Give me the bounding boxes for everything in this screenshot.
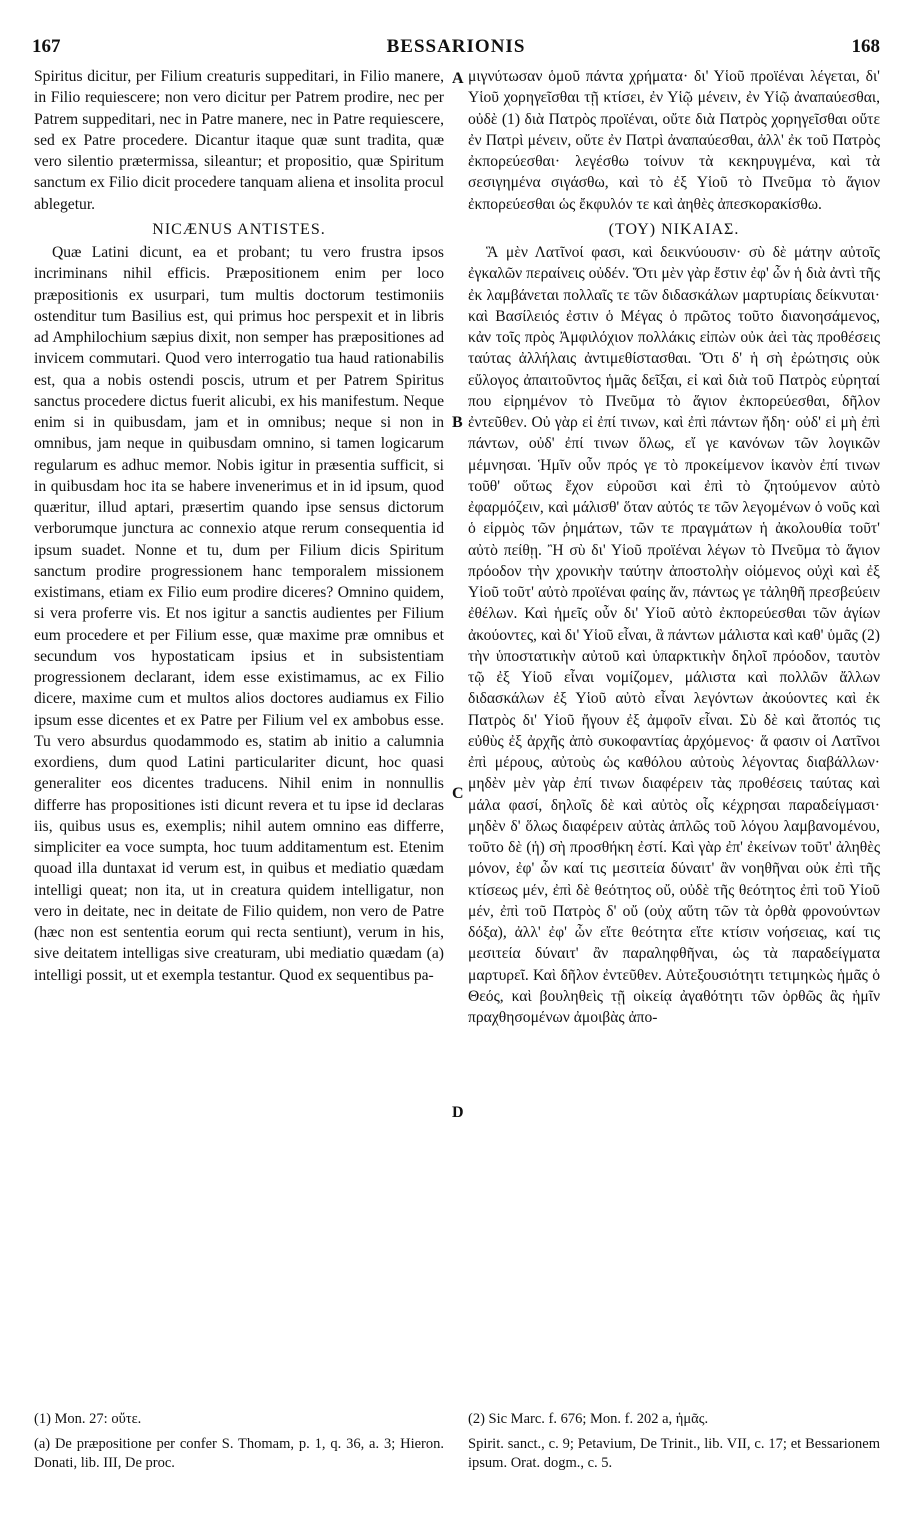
latin-paragraph-1: Spiritus dicitur, per Filium creaturis suppeditari, in Filio manere, in Filio requiescere; non vero dicitur per Patrem prodire, nec per Patrem suppeditari, nec in Patre manere, nec in Patre requiescere, sed ex Patre procedere. Dicantur itaque quæ sunt tradita, quæ vero silentio prætermissa, sileantur; et propositio, quæ Spiritum sanctum ex Filio dicit procedere tanquam aliena et insolita procul ablegetur. (34, 68, 444, 213)
left-page-number: 167 (32, 36, 61, 57)
latin-paragraph-2: Quæ Latini dicunt, ea et probant; tu vero frustra ipsos incriminans nihil efficis. Præpositionem enim per loco præpositionis ex usurpari, tum multis doctorum testimoniis ostenditur tum Basilius est, qui primus hoc perspexit et in libris ad Amphilochium sæpius dixit, non semper has præpositiones ad invicem commutari. Quod vero interrogatio tua haud rationabilis est, qua a nobis ostendi poscis, utrum et per Patrem Spiritus sanctus procedere dictus fuerit alicubi, ex his manifestum. Neque enim si in quibusdam, jam et in omnibus; neque si non in omnibus, jam neque in quibusdam omnino, si tamen logicarum regularum es adhuc memor. Nobis igitur in præsentia sufficit, si in quibusdam hoc ita se habere invenerimus et in id ipsum, quod quæritur, illud aptari, præsertim quando ipse sensus dictorum verborumque junctura ac connexio atque rerum consequentia id ipsum suadet. Nonne et tu, dum per Filium dicis Spiritum sanctum prodire progressionem hanc temporalem missionem existimans, etiam ex Filio eum prodire diceres? Omnino quidem, si vera proferre vis. Et nos igitur a sanctis audientes per Filium eum procedere et per Filium esse, quæ maxime præ omnibus et secundum vos hypostaticam ipsius et in subsistentiam progressionem declarant, idem esse existimamus, ac ex Filio dicere, maxime cum et multos alios doctores audiamus ex Filio ipsum esse dicentes et ex Patre per Filium vel ex ambobus esse. Tu vero absurdus quodammodo es, statim ab initio a calumnia exordiens, dum quod Latini particulariter dicunt, hoc quasi generaliter eos dicentes traducens. Nihil enim in nonnullis differre has propositiones isti dicunt revera et tu ipse id declaras iis, quibus usus es, exemplis; nihil autem omnino eas differre, simpliciter ea voce sumpta, hoc tuum additamentum est. Etenim quoad illa duntaxat id verum est, in quibus et mediatio quædam intelligi queat; non ita, ut in creatura quidem intelligatur, non vero in deitate, nec in deitate de Filio quidem, non vero de Patre (hæc non est sententia eorum qui recta sentiunt), verum in his, sive deitatem intelligas sive creaturam, ubi mediatio quædam (a) intelligi possit, ut et exempla testantur. Quod ex sequentibus pa- (34, 244, 444, 984)
latin-section-heading: NICÆNUS ANTISTES. (152, 220, 326, 238)
footnote-a: (a) De præpositione per confer S. Thomam, p. 1, q. 36, a. 3; Hieron. Donati, lib. III, De proc. (34, 1436, 444, 1471)
running-title: BESSARIONIS (386, 36, 526, 57)
latin-column (34, 66, 444, 986)
greek-section-heading: (ΤΟΥ) ΝΙΚΑΙΑΣ. (608, 220, 740, 238)
margin-letter-d: D (452, 1104, 464, 1121)
margin-letter-a: A (452, 70, 464, 87)
greek-paragraph-2: Ἃ μὲν Λατῖνοί φασι, καὶ δεικνύουσιν· σὺ δὲ μάτην αὐτοῖς ἐγκαλῶν περαίνεις οὐδέν. Ὅτι μὲν γὰρ ἔστιν ἐφ' ὧν ἡ διὰ ἀντὶ τῆς ἐκ λαμβάνεται πολλαῖς τε τῶν διδασκάλων μαρτυρίαις δείκνυται· καὶ Βασίλειός ἐστιν ὁ Μέγας ὁ πρῶτος τοῦτο διανοησάμενος, κἀν τοῖς πρὸς Ἀμφιλόχιον πολλάκις εἰπὼν οὐκ ἀεὶ τὰς προθέσεις ταύτας ἀλλήλαις ἀντιμεθίστασθαι. Ὅτι δ' ἡ σὴ ἐρώτησις οὐκ εὔλογος ἀπαιτοῦντος ἡμᾶς δεῖξαι, εἰ καὶ διὰ τοῦ Πατρὸς εὑρηταί που εἰρημένον τὸ Πνεῦμα τὸ ἅγιον ἐκπορεύεσθαι, δῆλον ἐντεῦθεν. Οὐ γὰρ εἰ ἐπί τινων, καὶ ἐπὶ πάντων ἤδη· οὐδ' εἰ μὴ ἐπὶ πάντων, οὐδ' ἐπί τινων ὅλως, εἴ γε κανόνων τῶν λογικῶν μέμνησαι. Ἡμῖν οὖν πρός γε τὸ προκείμενον ἱκανὸν ἐπί τινων τοῦθ' οὕτως ἔχον εὑροῦσι καὶ ἐπὶ τὸ ζητούμενον αὐτὸ ἐφαρμόζειν, καὶ μάλισθ' ὅταν αὐτός τε τῶν λεγομένων ὁ νοῦς καὶ ὁ εἱρμὸς τῶν ῥημάτων, τῶν τε πραγμάτων ἡ ἀκολουθία τοῦτ' αὐτὸ πείθῃ. Ἢ σὺ δι' Υἱοῦ προϊέναι λέγων τὸ Πνεῦμα τὸ ἅγιον πρόοδον τὴν χρονικὴν ταύτην ἀποστολὴν οἰόμενος οὐχὶ καὶ ἐξ Υἱοῦ τοῦτ' αὐτὸ προϊέναι φαίης ἄν, πάντως γε τἀληθῆ πρεσβεύειν ἐθέλων. Καὶ ἡμεῖς οὖν δι' Υἱοῦ αὐτὸ ἐκπορεύεσθαι τῶν ἁγίων ἀκούοντες, καὶ δι' Υἱοῦ εἶναι, ἃ πάντων μάλιστα καὶ καθ' ὑμᾶς (2) τὴν ὑποστατικὴν αὐτοῦ καὶ ὑπαρκτικὴν δηλοῖ πρόοδον, ταυτὸν τῷ ἐξ Υἱοῦ εἶναι νομίζομεν, μάλιστα καὶ πολλῶν ἄλλων διδασκάλων ἐξ Υἱοῦ αὐτὸ εἶναι λεγόντων ἀκούοντες καὶ ἐκ Πατρὸς δι' Υἱοῦ ἤγουν ἐξ ἀμφοῖν εἶναι. Σὺ δὲ καὶ ἄτοπός τις εὐθὺς ἐξ ἀρχῆς ἀπὸ συκοφαντίας ἀρχόμενος· ἅ φασιν οἱ Λατῖνοι ἐπὶ μέρους, αὐτοὺς ὡς καθόλου αὐτοὺς λέγοντας διαβάλλων· μηδὲν μὲν γὰρ ἐπί τινων διαφέρειν τὰς προθέσεις ταύτας καὶ μάλα φασί, δηλοῖς δὲ καὶ αὐτὸς οἷς κέχρησαι παραδείγμασι· μηδὲν δ' ὅλως διαφέρειν αὐτὰς ἁπλῶς τοῦ λόγου λαμβανομένου, τοῦτο δὲ (ἡ) σὴ προσθήκη ἐστί. Καὶ γὰρ ἐπ' ἐκείνων τοῦτ' ἀληθὲς μόνον, ἐφ' ὧν καί τις μεσιτεία δύναιτ' ἂν νοηθῆναι οὐκ ἐπὶ τῆς κτίσεως μέν, ἐπὶ δὲ θεότητος οὔ, οὐδὲ τῆς θεότητος ἐπὶ τοῦ Υἱοῦ μέν, ἐπὶ τοῦ Πατρὸς δ' οὔ (οὐχ αὕτη τῶν τὰ ὀρθὰ φρονούντων δόξα), ἀλλ' ἐφ' ὧν εἴτε θεότητα εἴτε κτίσιν νοήσειας, καί τις μεσιτεία δύναιτ' ἂν παραληφθῆναι, ὡς τὰ παραδείγματα μαρτυρεῖ. Καὶ δῆλον ἐντεῦθεν. Αὐτεξουσιότητι τετιμηκὼς ἡμᾶς ὁ Θεός, καὶ βουληθεὶς τῇ οἰκείᾳ ἀγαθότητι τῶν ὀρθῶς ἃς ἡμῖν πραχθησομένων ἀμοιβὰς ἀπο- (468, 244, 880, 1026)
greek-footnotes (468, 1410, 880, 1479)
margin-letter-c: C (452, 785, 464, 802)
right-page-number: 168 (851, 36, 880, 57)
footnote-2: (2) Sic Marc. f. 676; Mon. f. 202 a, ἡμᾶς. (468, 1411, 709, 1427)
greek-paragraph-1: μιγνύτωσαν ὁμοῦ πάντα χρήματα· δι' Υἱοῦ προϊέναι λέγεται, δι' Υἱοῦ χορηγεῖσθαι τῇ κτίσει, ἐν Υἱῷ μένειν, ἐν Υἱῷ ἀναπαύεσθαι, οὐδὲ (1) διὰ Πατρὸς προϊέναι, οὔτε διὰ Πατρὸς χορηγεῖσθαι οὔτε ἐν Πατρὶ μένειν, οὔτε ἐν Πατρὶ ἀναπαύεσθαι, ἀλλ' ἐκ τοῦ Πατρὸς ἐκπορεύεσθαι· λεγέσθω τοίνυν τὰ κεκηρυγμένα, καὶ τὰ σεσιγημένα σιγάσθω, καὶ τὸ ἐξ Υἱοῦ τὸ Πνεῦμα τὸ ἅγιον ἐκπορεύεσθαι ὡς ἔκφυλόν τε καὶ ἀηθὲς ἀπεσκορακίσθω. (468, 68, 880, 213)
footnote-1: (1) Mon. 27: οὔτε. (34, 1411, 142, 1427)
footnote-a-continued: Spirit. sanct., c. 9; Petavium, De Trinit., lib. VII, c. 17; et Bessarionem ipsum. Orat. dogm., c. 5. (468, 1436, 880, 1471)
margin-letter-b: B (452, 414, 463, 431)
greek-column (468, 66, 880, 1028)
page-header (32, 36, 880, 60)
latin-footnotes (34, 1410, 444, 1479)
